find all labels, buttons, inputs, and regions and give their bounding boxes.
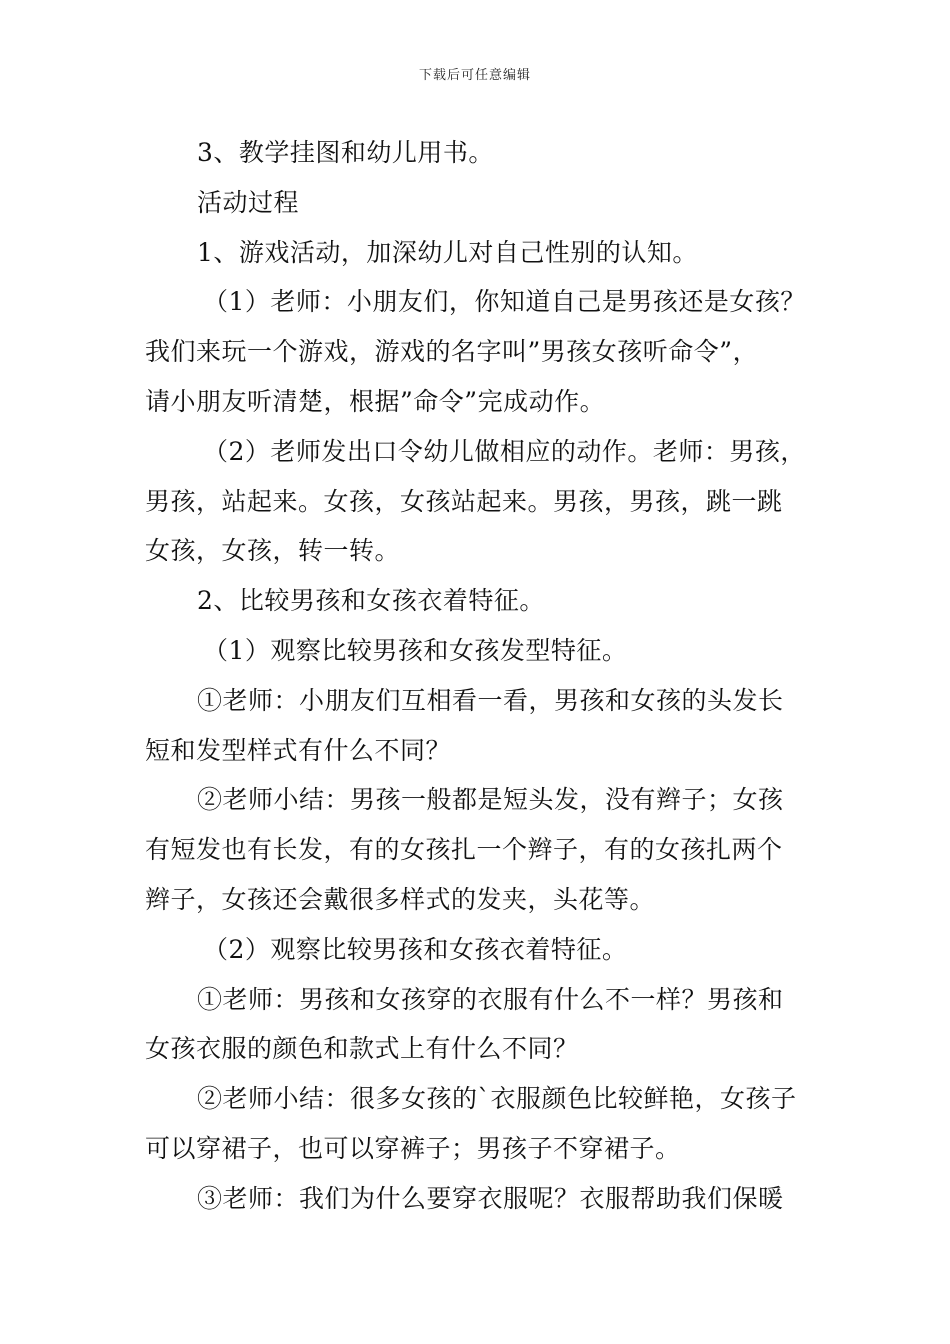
text-line: 有短发也有长发，有的女孩扎一个辫子，有的女孩扎两个: [145, 835, 783, 865]
text-line: ①老师：小朋友们互相看一看，男孩和女孩的头发长: [197, 685, 784, 715]
page-header: 下载后可任意编辑: [418, 68, 531, 83]
text-line: （2）老师发出口令幼儿做相应的动作。老师：男孩，: [203, 436, 806, 466]
text-line: 辫子，女孩还会戴很多样式的发夹，头花等。: [145, 884, 656, 914]
text-line: 请小朋友听清楚，根据”命令”完成动作。: [145, 386, 606, 416]
text-line: 3、教学挂图和幼儿用书。: [197, 138, 494, 167]
text-line: 我们来玩一个游戏，游戏的名字叫”男孩女孩听命令”，: [145, 337, 759, 367]
text-line: 2、比较男孩和女孩衣着特征。: [197, 586, 545, 616]
text-line: ②老师小结：很多女孩的`衣服颜色比较鲜艳，女孩子: [197, 1084, 797, 1114]
text-line: ③老师：我们为什么要穿衣服呢？衣服帮助我们保暖: [197, 1183, 784, 1213]
text-line: （1）老师：小朋友们，你知道自己是男孩还是女孩？: [203, 287, 806, 317]
text-line: 1、游戏活动，加深幼儿对自己性别的认知。: [197, 237, 698, 267]
document-body: [145, 128, 810, 1224]
text-line: ①老师：男孩和女孩穿的衣服有什么不一样？男孩和: [197, 984, 784, 1014]
text-line: （1）观察比较男孩和女孩发型特征。: [203, 635, 628, 665]
text-line: （2）观察比较男孩和女孩衣着特征。: [203, 934, 628, 964]
text-line: 短和发型样式有什么不同？: [145, 735, 452, 765]
text-line: 可以穿裙子，也可以穿裤子；男孩子不穿裙子。: [145, 1133, 681, 1163]
text-line: 女孩衣服的颜色和款式上有什么不同？: [145, 1034, 579, 1064]
text-line: ②老师小结：男孩一般都是短头发，没有辫子；女孩: [197, 785, 784, 815]
text-line: 女孩，女孩，转一转。: [145, 536, 401, 566]
section-heading: 活动过程: [197, 187, 300, 217]
text-line: 男孩，站起来。女孩，女孩站起来。男孩，男孩，跳一跳: [145, 486, 783, 516]
